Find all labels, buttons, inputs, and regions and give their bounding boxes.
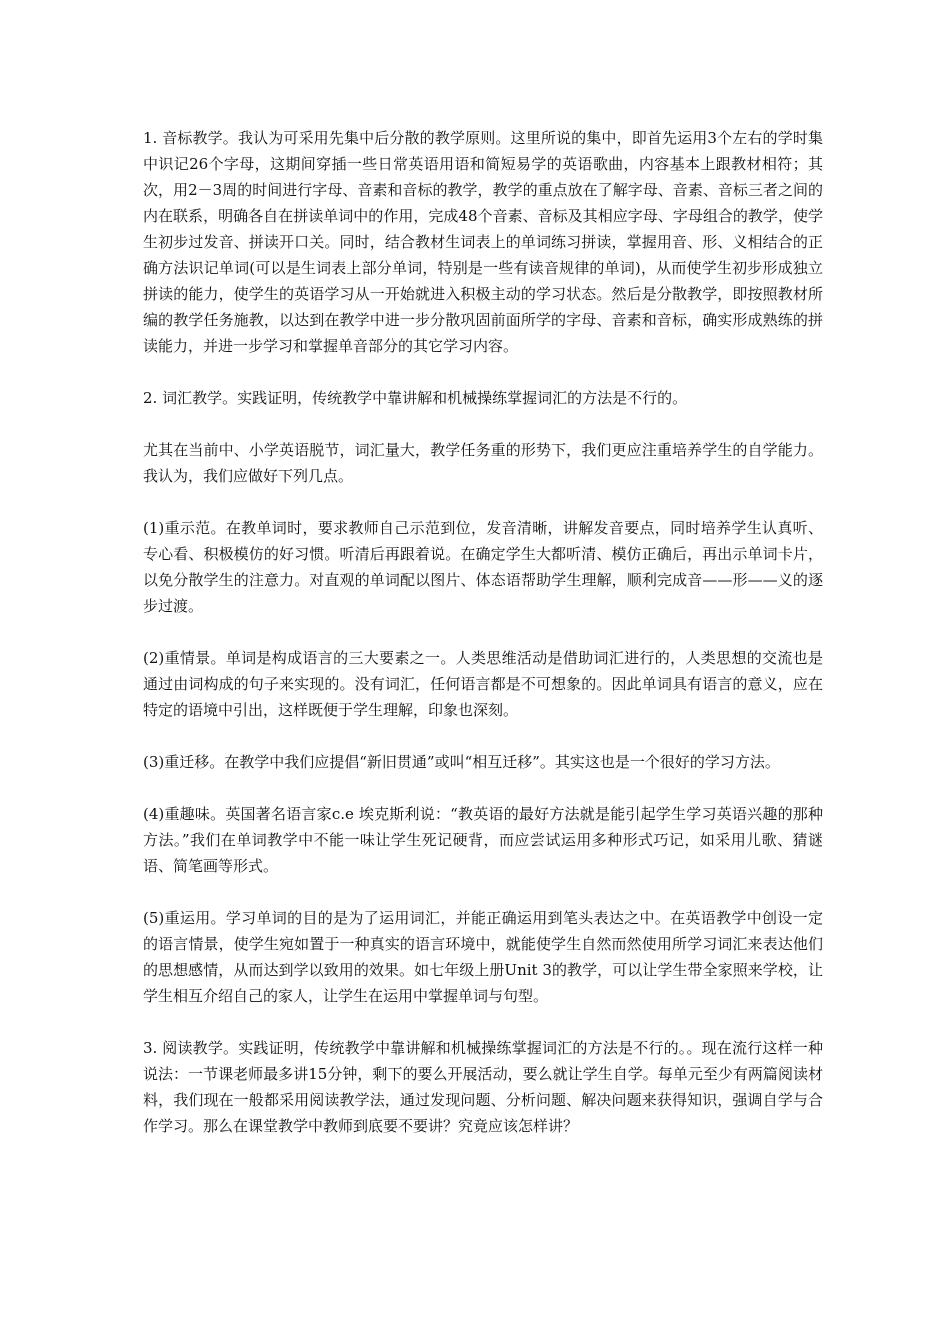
paragraph-context: (2)重情景。单词是构成语言的三大要素之一。人类思维活动是借助词汇进行的，人类思想的交流也是通过由词构成的句子来实现的。没有词汇，任何语言都是不可想象的。因此单词具有语言的意义，应在特定的语境中引出，这样既便于学生理解，印象也深刻。 bbox=[143, 649, 823, 719]
document-body bbox=[143, 125, 823, 1165]
paragraph-transfer: (3)重迁移。在教学中我们应提倡“新旧贯通”或叫“相互迁移”。其实这也是一个很好的学习方法。 bbox=[143, 753, 780, 771]
paragraph-application: (5)重运用。学习单词的目的是为了运用词汇，并能正确运用到笔头表达之中。在英语教学中创设一定的语言情景，使学生宛如置于一种真实的语言环境中，就能使学生自然而然使用所学习词汇来表达他们的思想感情，从而达到学以致用的效果。如七年级上册Unit 3的教学，可以让学生带全家照来学校，让学生相互介绍自己的家人，让学生在运用中掌握单词与句型。 bbox=[143, 909, 823, 1005]
paragraph-self-study-ability: 尤其在当前中、小学英语脱节，词汇量大，教学任务重的形势下，我们更应注重培养学生的自学能力。我认为，我们应做好下列几点。 bbox=[143, 441, 823, 485]
paragraph-vocabulary-teaching: 2. 词汇教学。实践证明，传统教学中靠讲解和机械操练掌握词汇的方法是不行的。 bbox=[143, 389, 688, 407]
paragraph-reading-teaching: 3. 阅读教学。实践证明，传统教学中靠讲解和机械操练掌握词汇的方法是不行的。。现在流行这样一种说法：一节课老师最多讲15分钟，剩下的要么开展活动，要么就让学生自学。每单元至少有两篇阅读材料，我们现在一般都采用阅读教学法，通过发现问题、分析问题、解决问题来获得知识，强调自学与合作学习。那么在课堂教学中教师到底要不要讲？究竟应该怎样讲？ bbox=[143, 1039, 823, 1135]
paragraph-interest: (4)重趣味。英国著名语言家c.e 埃克斯利说：“教英语的最好方法就是能引起学生学习英语兴趣的那种方法。”我们在单词教学中不能一味让学生死记硬背，而应尝试运用多种形式巧记，如采用儿歌、猜谜语、简笔画等形式。 bbox=[143, 805, 823, 875]
paragraph-phonetics-teaching: 1. 音标教学。我认为可采用先集中后分散的教学原则。这里所说的集中，即首先运用3个左右的学时集中识记26个字母，这期间穿插一些日常英语用语和简短易学的英语歌曲，内容基本上跟教材相符；其次，用2－3周的时间进行字母、音素和音标的教学，教学的重点放在了解字母、音素、音标三者之间的内在联系，明确各自在拼读单词中的作用，完成48个音素、音标及其相应字母、字母组合的教学，使学生初步过发音、拼读开口关。同时，结合教材生词表上的单词练习拼读，掌握用音、形、义相结合的正确方法识记单词(可以是生词表上部分单词，特别是一些有读音规律的单词)，从而使学生初步形成独立拼读的能力，使学生的英语学习从一开始就进入积极主动的学习状态。然后是分散教学，即按照教材所编的教学任务施教，以达到在教学中进一步分散巩固前面所学的字母、音素和音标，确实形成熟练的拼读能力，并进一步学习和掌握单音部分的其它学习内容。 bbox=[143, 129, 823, 355]
paragraph-demonstration: (1)重示范。在教单词时，要求教师自己示范到位，发音清晰，讲解发音要点，同时培养学生认真听、专心看、积极模仿的好习惯。听清后再跟着说。在确定学生大都听清、模仿正确后，再出示单词卡片，以免分散学生的注意力。对直观的单词配以图片、体态语帮助学生理解，顺利完成音——形——义的逐步过渡。 bbox=[143, 519, 823, 615]
